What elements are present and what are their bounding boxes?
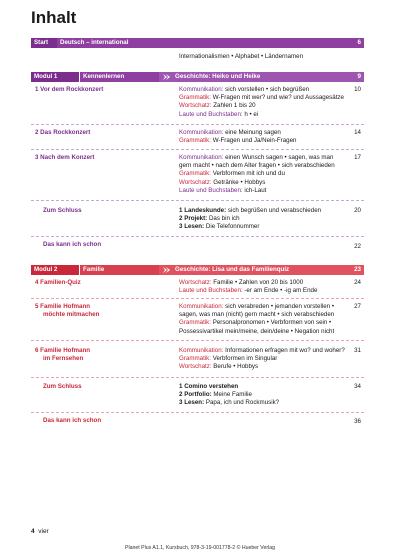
text: Personalpronomen • Verbformen von sein • [210, 319, 332, 327]
page-number: 27 [354, 303, 361, 310]
label-grammatik: Grammatik: [179, 170, 211, 178]
modul1-story: Geschichte: Heiko und Heike [175, 73, 261, 80]
arrow-icon [163, 73, 171, 81]
modul2-story: Geschichte: Lisa und das Familienquiz [175, 266, 290, 273]
text: sagen, was man (nicht) gern macht • sich verabschieden [179, 311, 335, 319]
text: Informationen erfragen mit wo? und woher? [223, 347, 345, 354]
text: Papa, ich und Rockmusik? [204, 399, 280, 407]
item-num: 1 [179, 207, 183, 214]
item-num: 2 [179, 215, 183, 223]
label-wortschatz: Wortschatz: [179, 178, 212, 186]
chapter-title: 4 Familien-Quiz [35, 279, 81, 286]
text: ich-Laut [242, 186, 267, 194]
start-topic: Deutsch – international [57, 38, 364, 48]
label-kommunikation: Kommunikation: [179, 86, 224, 93]
label-laute: Laute und Buchstaben: [179, 287, 243, 295]
text: sich begrüßen und verabschieden [226, 207, 322, 214]
item-label: Comino verstehen [184, 383, 239, 390]
divider [31, 340, 364, 341]
page-number: 24 [354, 279, 361, 286]
divider [31, 412, 364, 413]
chapter-title: Das kann ich schon [43, 417, 102, 424]
start-page: 6 [357, 39, 361, 46]
arrow-icon [163, 266, 171, 274]
text: Familie • Zahlen von 20 bis 1000 [211, 279, 304, 286]
text: Die Telefonnummer [204, 223, 260, 231]
text: h • ei [242, 110, 259, 118]
chapter-title-line2: möchte mitmachen [43, 311, 100, 319]
footer-page [31, 528, 49, 535]
text: eine Meinung sagen [223, 129, 281, 136]
divider [31, 377, 364, 378]
modul1-page: 9 [357, 73, 361, 80]
label-wortschatz: Wortschatz: [179, 363, 212, 371]
text: -er am Ende • -ig am Ende [242, 287, 318, 295]
chapter-title-line2: im Fernsehen [43, 355, 84, 363]
chapter-title: 3 Nach dem Konzert [35, 154, 95, 161]
text: sich verabreden • jemanden vorstellen • [223, 303, 334, 310]
text: Das bin ich [207, 215, 240, 223]
label-wortschatz: Wortschatz: [179, 279, 212, 286]
item-label: Landeskunde: [184, 207, 227, 214]
start-bar [31, 38, 364, 48]
label-kommunikation: Kommunikation: [179, 129, 224, 136]
modul1-label: Modul 1 [31, 72, 79, 82]
text: einen Wunsch sagen • sagen, was man [223, 154, 334, 161]
divider [31, 236, 364, 237]
page-number: 14 [354, 129, 361, 136]
text: Berufe • Hobbys [211, 363, 259, 371]
start-label: Start [31, 38, 57, 48]
text: Verbformen im Singular [210, 355, 278, 363]
page-number: 22 [354, 243, 361, 250]
text: Zahlen 1 bis 20 [211, 102, 256, 110]
chapter-title: 1 Vor dem Rockkonzert [35, 86, 104, 93]
page-number: 34 [354, 383, 361, 390]
divider [31, 149, 364, 150]
text: Getränke • Hobbys [211, 178, 266, 186]
item-num: 1 [179, 383, 183, 390]
text: gern macht • nach dem Alter fragen • sich verabschieden [179, 162, 335, 170]
modul1-name: Kennenlernen [79, 72, 159, 82]
footer-page-word: vier [38, 528, 49, 535]
item-num: 3 [179, 399, 183, 407]
text: Possessivartikel mein/meine, dein/deine • Negation nicht [179, 327, 335, 335]
text: Verbformen mit ich und du [210, 170, 285, 178]
item-label: Portfolio: [184, 391, 212, 399]
item-label: Projekt: [184, 215, 208, 223]
chapter-title: Das kann ich schon [43, 241, 102, 248]
page-number: 20 [354, 207, 361, 214]
page-title: Inhalt [31, 8, 77, 27]
item-num: 3 [179, 223, 183, 231]
label-grammatik: Grammatik: [179, 319, 211, 327]
chapter-title: 5 Familie Hofmann [35, 303, 91, 310]
chapter-title: 6 Familie Hofmann [35, 347, 91, 354]
modul2-name: Familie [79, 265, 159, 275]
start-content: Internationalismen • Alphabet • Ländernamen [179, 53, 304, 60]
item-num: 2 [179, 391, 183, 399]
label-kommunikation: Kommunikation: [179, 154, 224, 161]
text: W-Fragen mit wer? und wie? und Aussagesätze [210, 94, 344, 102]
modul2-label: Modul 2 [31, 265, 79, 275]
page-number: 17 [354, 154, 361, 161]
label-laute: Laute und Buchstaben: [179, 186, 243, 194]
text: Meine Familie [211, 391, 252, 399]
item-label: Lesen: [184, 399, 205, 407]
label-grammatik: Grammatik: [179, 94, 211, 102]
label-grammatik: Grammatik: [179, 137, 211, 145]
chapter-title: Zum Schluss [43, 207, 82, 214]
divider [31, 298, 364, 299]
page-number: 31 [354, 347, 361, 354]
chapter-title: 2 Das Rockkonzert [35, 129, 91, 136]
divider [31, 124, 364, 125]
item-label: Lesen: [184, 223, 205, 231]
modul2-page: 23 [354, 266, 361, 273]
text: W-Fragen und Ja/Nein-Fragen [210, 137, 297, 145]
divider [31, 200, 364, 201]
label-wortschatz: Wortschatz: [179, 102, 212, 110]
label-kommunikation: Kommunikation: [179, 303, 224, 310]
modul1-bar [31, 72, 364, 82]
text: sich vorstellen • sich begrüßen [223, 86, 310, 93]
chapter-title: Zum Schluss [43, 383, 82, 390]
page-number: 10 [354, 86, 361, 93]
label-grammatik: Grammatik: [179, 355, 211, 363]
footer-page-number: 4 [31, 528, 35, 535]
label-kommunikation: Kommunikation: [179, 347, 224, 354]
page-number: 36 [354, 418, 361, 425]
modul2-bar [31, 265, 364, 275]
footer-credit: Planet Plus A1.1, Kursbuch, 978-3-19-001778-2 © Hueber Verlag [124, 545, 276, 551]
label-laute: Laute und Buchstaben: [179, 110, 243, 118]
